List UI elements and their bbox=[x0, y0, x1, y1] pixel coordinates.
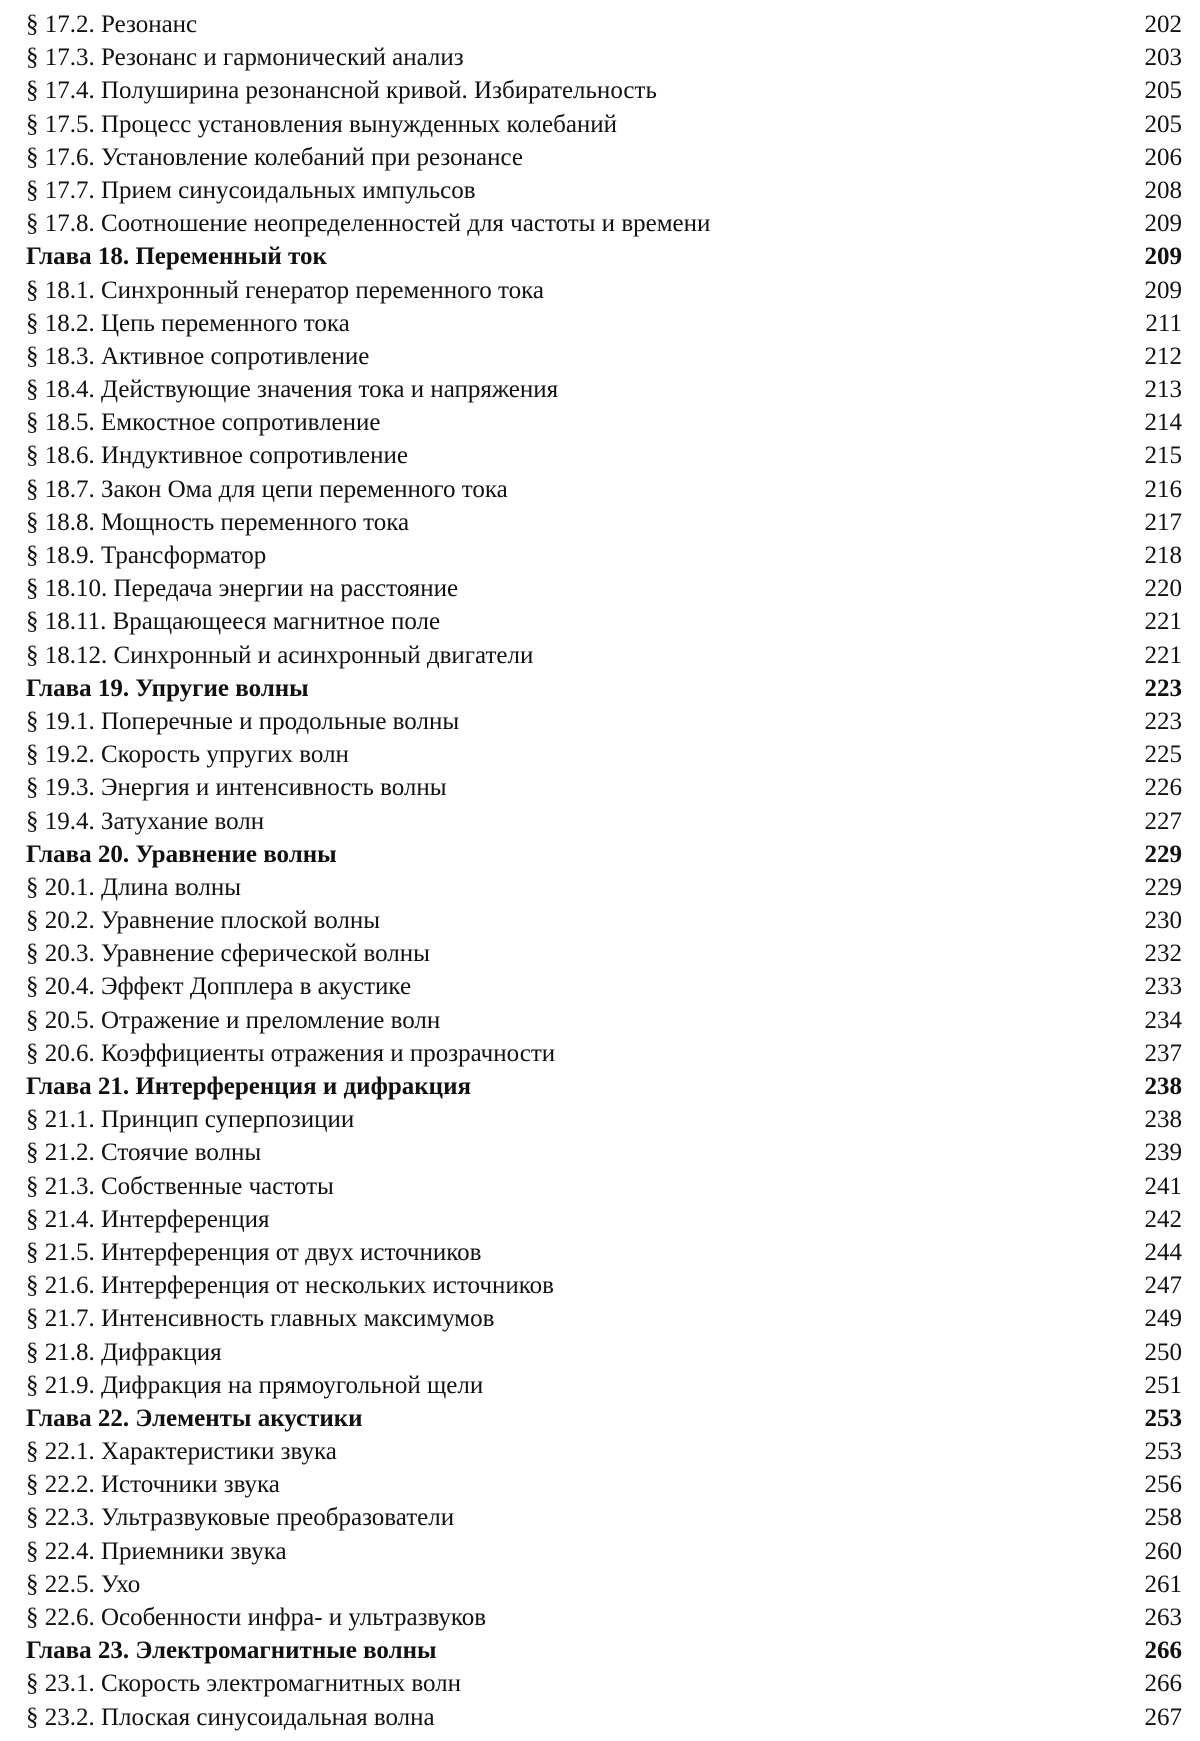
page-number: 267 bbox=[1144, 1703, 1182, 1731]
toc-section-row[interactable] bbox=[26, 771, 1182, 804]
section-title: § 17.7. Прием синусоидальных импульсов bbox=[26, 176, 476, 204]
page-number: 253 bbox=[1144, 1438, 1182, 1466]
toc-section-row[interactable] bbox=[26, 1701, 1182, 1734]
page-number: 241 bbox=[1144, 1172, 1182, 1200]
chapter-title: Глава 21. Интерференция и дифракция bbox=[26, 1073, 472, 1100]
page-number: 215 bbox=[1144, 442, 1182, 470]
section-title: § 18.1. Синхронный генератор переменного тока bbox=[26, 276, 544, 304]
toc-section-row[interactable] bbox=[26, 1369, 1182, 1402]
chapter-title: Глава 19. Упругие волны bbox=[26, 674, 309, 702]
page-number: 223 bbox=[1144, 707, 1182, 735]
toc-section-row[interactable] bbox=[26, 340, 1182, 373]
section-title: § 21.3. Собственные частоты bbox=[26, 1172, 334, 1200]
page-number: 250 bbox=[1144, 1338, 1182, 1366]
toc-chapter-row[interactable] bbox=[26, 240, 1182, 273]
toc-section-row[interactable] bbox=[26, 1004, 1182, 1037]
toc-section-row[interactable] bbox=[26, 8, 1182, 41]
section-title: § 18.11. Вращающееся магнитное поле bbox=[26, 608, 441, 636]
page-number: 239 bbox=[1144, 1139, 1182, 1167]
section-title: § 23.2. Плоская синусоидальная волна bbox=[26, 1703, 435, 1731]
page-number: 220 bbox=[1144, 575, 1182, 603]
page-number: 214 bbox=[1144, 409, 1182, 437]
section-title: § 21.2. Стоячие волны bbox=[26, 1139, 262, 1167]
section-title: § 22.6. Особенности инфра- и ультразвуков bbox=[26, 1604, 487, 1631]
toc-section-row[interactable] bbox=[26, 406, 1182, 439]
section-title: § 21.4. Интерференция bbox=[26, 1205, 270, 1233]
toc-chapter-row[interactable] bbox=[26, 838, 1182, 871]
page-number: 211 bbox=[1145, 309, 1182, 337]
section-title: § 18.10. Передача энергии на расстояние bbox=[26, 575, 459, 603]
toc-section-row[interactable] bbox=[26, 141, 1182, 174]
page-number: 242 bbox=[1144, 1205, 1182, 1233]
toc-section-row[interactable] bbox=[26, 1203, 1182, 1236]
page-number: 232 bbox=[1144, 940, 1182, 968]
page-number: 202 bbox=[1144, 11, 1182, 38]
page-number: 244 bbox=[1144, 1238, 1182, 1266]
toc-section-row[interactable] bbox=[26, 473, 1182, 506]
section-title: § 20.2. Уравнение плоской волны bbox=[26, 907, 381, 935]
section-title: § 20.6. Коэффициенты отражения и прозрачности bbox=[26, 1039, 556, 1067]
section-title: § 21.5. Интерференция от двух источников bbox=[26, 1238, 482, 1266]
section-title: § 22.1. Характеристики звука bbox=[26, 1438, 337, 1466]
section-title: § 18.6. Индуктивное сопротивление bbox=[26, 442, 408, 470]
page-number: 238 bbox=[1144, 1106, 1182, 1134]
page-number: 261 bbox=[1144, 1570, 1182, 1598]
section-title: § 17.6. Установление колебаний при резонансе bbox=[26, 143, 523, 171]
page-number: 216 bbox=[1144, 475, 1182, 503]
page-number: 217 bbox=[1144, 508, 1182, 536]
page-number: 209 bbox=[1144, 243, 1182, 271]
toc-section-row[interactable] bbox=[26, 738, 1182, 771]
page-number: 249 bbox=[1144, 1305, 1182, 1333]
page-number: 206 bbox=[1144, 143, 1182, 171]
toc-chapter-row[interactable] bbox=[26, 672, 1182, 705]
toc-section-row[interactable] bbox=[26, 1501, 1182, 1534]
toc-section-row[interactable] bbox=[26, 207, 1182, 240]
section-title: § 19.1. Поперечные и продольные волны bbox=[26, 707, 460, 735]
chapter-title: Глава 18. Переменный ток bbox=[26, 243, 327, 271]
section-title: § 20.3. Уравнение сферической волны bbox=[26, 940, 430, 968]
toc-section-row[interactable] bbox=[26, 871, 1182, 904]
section-title: § 17.5. Процесс установления вынужденных колебаний bbox=[26, 110, 618, 138]
page-number: 251 bbox=[1144, 1371, 1182, 1399]
page-number: 227 bbox=[1144, 807, 1182, 835]
toc-section-row[interactable] bbox=[26, 274, 1182, 307]
toc-chapter-row[interactable] bbox=[26, 1402, 1182, 1435]
page-number: 223 bbox=[1144, 674, 1182, 702]
toc-section-row[interactable] bbox=[26, 174, 1182, 207]
toc-section-row[interactable] bbox=[26, 1468, 1182, 1501]
section-title: § 17.8. Соотношение неопределенностей для частоты и времени bbox=[26, 210, 711, 238]
toc-section-row[interactable] bbox=[26, 1302, 1182, 1335]
section-title: § 17.2. Резонанс bbox=[26, 11, 198, 38]
toc-chapter-row[interactable] bbox=[26, 1070, 1182, 1103]
page-number: 247 bbox=[1144, 1272, 1182, 1300]
section-title: § 23.1. Скорость электромагнитных волн bbox=[26, 1670, 462, 1698]
toc-section-row[interactable] bbox=[26, 1269, 1182, 1302]
section-title: § 18.5. Емкостное сопротивление bbox=[26, 409, 381, 437]
toc-section-row[interactable] bbox=[26, 1336, 1182, 1369]
page-number: 209 bbox=[1144, 210, 1182, 238]
page-number: 238 bbox=[1144, 1073, 1182, 1100]
toc-section-row[interactable] bbox=[26, 373, 1182, 406]
page-number: 237 bbox=[1144, 1039, 1182, 1067]
section-title: § 18.8. Мощность переменного тока bbox=[26, 508, 410, 536]
toc-section-row[interactable] bbox=[26, 1568, 1182, 1601]
section-title: § 18.9. Трансформатор bbox=[26, 542, 267, 569]
section-title: § 20.1. Длина волны bbox=[26, 873, 242, 901]
toc-chapter-row[interactable] bbox=[26, 1634, 1182, 1667]
toc-section-row[interactable] bbox=[26, 639, 1182, 672]
toc-section-row[interactable] bbox=[26, 572, 1182, 605]
page-number: 218 bbox=[1144, 542, 1182, 569]
toc-section-row[interactable] bbox=[26, 1037, 1182, 1070]
chapter-title: Глава 22. Элементы акустики bbox=[26, 1404, 363, 1432]
section-title: § 21.6. Интерференция от нескольких источников bbox=[26, 1272, 554, 1300]
section-title: § 21.7. Интенсивность главных максимумов bbox=[26, 1305, 495, 1333]
toc-section-row[interactable] bbox=[26, 108, 1182, 141]
toc-section-row[interactable] bbox=[26, 1170, 1182, 1203]
section-title: § 18.3. Активное сопротивление bbox=[26, 342, 370, 370]
section-title: § 20.4. Эффект Допплера в акустике bbox=[26, 973, 412, 1001]
section-title: § 22.2. Источники звука bbox=[26, 1471, 280, 1499]
toc-section-row[interactable] bbox=[26, 904, 1182, 937]
section-title: § 21.9. Дифракция на прямоугольной щели bbox=[26, 1371, 484, 1399]
section-title: § 19.2. Скорость упругих волн bbox=[26, 741, 349, 769]
page-number: 225 bbox=[1144, 741, 1182, 769]
page-number: 221 bbox=[1144, 608, 1182, 636]
toc-section-row[interactable] bbox=[26, 74, 1182, 107]
toc-section-row[interactable] bbox=[26, 506, 1182, 539]
section-title: § 19.4. Затухание волн bbox=[26, 807, 265, 835]
page-number: 256 bbox=[1144, 1471, 1182, 1499]
page-number: 209 bbox=[1144, 276, 1182, 304]
toc-section-row[interactable] bbox=[26, 307, 1182, 340]
toc-section-row[interactable] bbox=[26, 605, 1182, 638]
page-number: 212 bbox=[1144, 342, 1182, 370]
section-title: § 18.7. Закон Ома для цепи переменного тока bbox=[26, 475, 508, 503]
page-number: 230 bbox=[1144, 907, 1182, 935]
page-number: 226 bbox=[1144, 774, 1182, 802]
page-number: 233 bbox=[1144, 973, 1182, 1001]
toc-section-row[interactable] bbox=[26, 705, 1182, 738]
page-number: 213 bbox=[1144, 376, 1182, 404]
table-of-contents bbox=[26, 8, 1182, 1734]
toc-section-row[interactable] bbox=[26, 1136, 1182, 1169]
page-number: 208 bbox=[1144, 176, 1182, 204]
section-title: § 19.3. Энергия и интенсивность волны bbox=[26, 774, 447, 802]
toc-section-row[interactable] bbox=[26, 805, 1182, 838]
chapter-title: Глава 23. Электромагнитные волны bbox=[26, 1637, 437, 1665]
page-number: 205 bbox=[1144, 77, 1182, 105]
toc-section-row[interactable] bbox=[26, 1601, 1182, 1634]
toc-section-row[interactable] bbox=[26, 539, 1182, 572]
page-number: 229 bbox=[1144, 873, 1182, 901]
section-title: § 21.8. Дифракция bbox=[26, 1338, 222, 1366]
chapter-title: Глава 20. Уравнение волны bbox=[26, 840, 337, 868]
page-number: 263 bbox=[1144, 1604, 1182, 1631]
toc-section-row[interactable] bbox=[26, 439, 1182, 472]
toc-section-row[interactable] bbox=[26, 1667, 1182, 1700]
page-number: 229 bbox=[1144, 840, 1182, 868]
section-title: § 22.4. Приемники звука bbox=[26, 1537, 287, 1565]
page-number: 260 bbox=[1144, 1537, 1182, 1565]
toc-section-row[interactable] bbox=[26, 937, 1182, 970]
page-number: 234 bbox=[1144, 1006, 1182, 1034]
section-title: § 17.4. Полуширина резонансной кривой. Избирательность bbox=[26, 77, 657, 105]
toc-section-row[interactable] bbox=[26, 41, 1182, 74]
page-number: 221 bbox=[1144, 641, 1182, 669]
section-title: § 20.5. Отражение и преломление волн bbox=[26, 1006, 441, 1034]
section-title: § 18.2. Цепь переменного тока bbox=[26, 309, 350, 337]
section-title: § 18.12. Синхронный и асинхронный двигатели bbox=[26, 641, 534, 669]
page-number: 258 bbox=[1144, 1504, 1182, 1532]
page-number: 203 bbox=[1144, 44, 1182, 72]
section-title: § 22.3. Ультразвуковые преобразователи bbox=[26, 1504, 455, 1532]
section-title: § 18.4. Действующие значения тока и напряжения bbox=[26, 376, 559, 404]
toc-section-row[interactable] bbox=[26, 1435, 1182, 1468]
page-number: 253 bbox=[1144, 1404, 1182, 1432]
page-number: 266 bbox=[1144, 1637, 1182, 1665]
toc-section-row[interactable] bbox=[26, 970, 1182, 1003]
toc-section-row[interactable] bbox=[26, 1236, 1182, 1269]
section-title: § 22.5. Ухо bbox=[26, 1570, 141, 1598]
page-number: 205 bbox=[1144, 110, 1182, 138]
page-number: 266 bbox=[1144, 1670, 1182, 1698]
section-title: § 21.1. Принцип суперпозиции bbox=[26, 1106, 355, 1134]
toc-section-row[interactable] bbox=[26, 1535, 1182, 1568]
toc-section-row[interactable] bbox=[26, 1103, 1182, 1136]
section-title: § 17.3. Резонанс и гармонический анализ bbox=[26, 44, 464, 72]
